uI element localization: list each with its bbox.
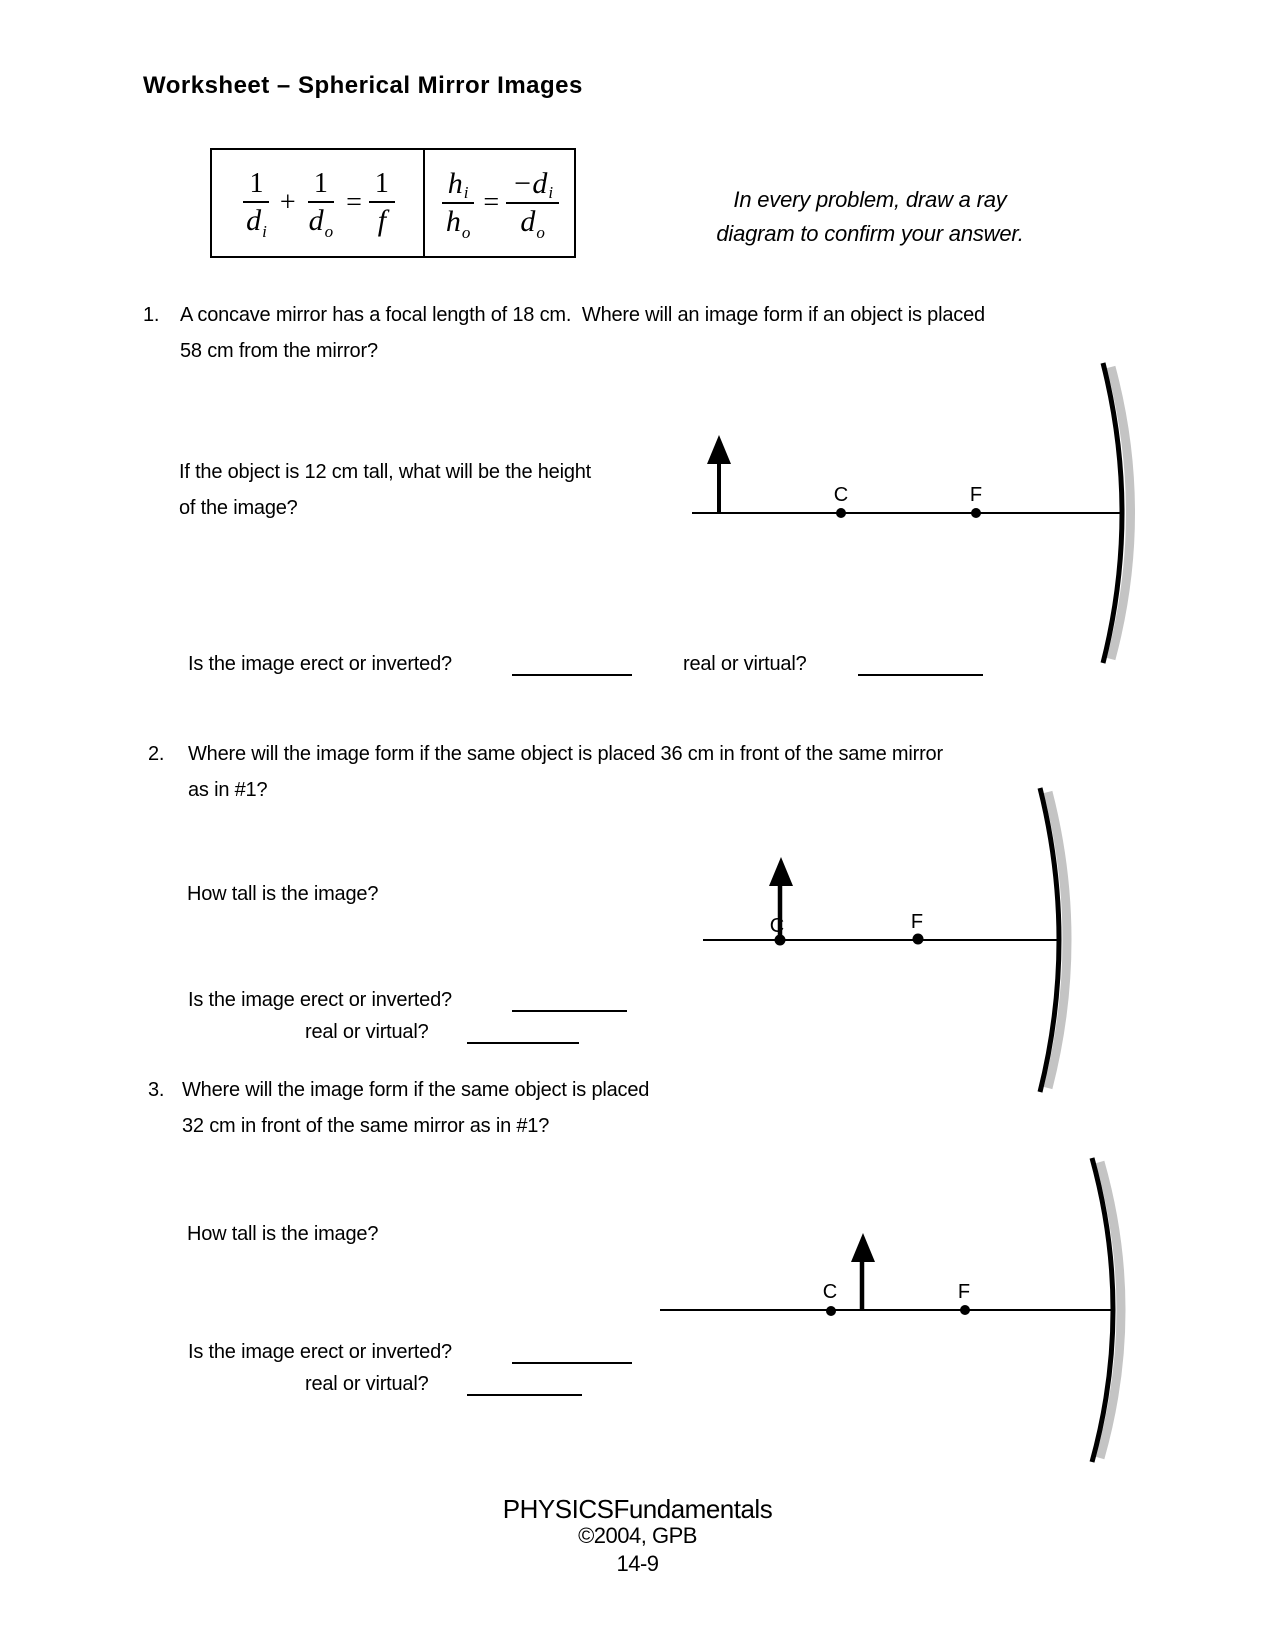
object-arrow-head (851, 1233, 875, 1262)
instruction-note-line1: In every problem, draw a ray (733, 187, 1007, 212)
page-title: Worksheet – Spherical Mirror Images (143, 72, 583, 99)
fraction-1-f (369, 170, 395, 236)
problem-2-erect-question: Is the image erect or inverted? (188, 989, 452, 1011)
fraction-hi-ho (440, 167, 477, 242)
ray-diagram-2 (660, 780, 1140, 1100)
footer-page-number: 14-9 (616, 1551, 659, 1576)
fraction-1-do (303, 168, 340, 241)
answer-blank-erect-2 (512, 990, 627, 1012)
problem-2-text-line2: as in #1? (188, 779, 268, 801)
object-arrow-head (769, 857, 793, 886)
object-arrow (707, 435, 731, 513)
subscript: o (324, 222, 334, 241)
object-arrow (851, 1233, 875, 1310)
problem-3-erect-question: Is the image erect or inverted? (188, 1341, 452, 1363)
subscript: i (463, 183, 469, 202)
problem-2-real-question: real or virtual? (305, 1021, 429, 1043)
equals-sign: = (483, 187, 500, 218)
focal-point-label: F (957, 1281, 971, 1303)
center-of-curvature-label: C (822, 1281, 838, 1303)
problem-1-number: 1. (143, 304, 160, 326)
answer-blank-real-3 (467, 1374, 582, 1396)
instruction-note-line2: diagram to confirm your answer. (716, 221, 1024, 246)
center-of-curvature-label: C (769, 915, 785, 937)
problem-1-text-line1: A concave mirror has a focal length of 18 cm. Where will an image form if an object is placed (180, 304, 985, 326)
ray-diagram-3 (650, 1150, 1150, 1480)
answer-blank-erect-3 (512, 1342, 632, 1364)
footer-brand: PHYSICSFundamentals (502, 1494, 773, 1524)
subscript: o (461, 223, 471, 242)
subscript: i (262, 222, 267, 241)
footer-copyright: ©2004, GPB (578, 1523, 697, 1548)
center-of-curvature-dot (836, 508, 846, 518)
problem-1-subquestion-line2: of the image? (179, 497, 298, 519)
equals-sign: = (346, 187, 362, 218)
fraction-di-do (506, 167, 559, 242)
problem-1-real-question: real or virtual? (683, 653, 807, 675)
ray-diagram-1 (650, 350, 1150, 680)
fraction-1-di (240, 168, 273, 241)
formula-box (210, 148, 576, 258)
numerator: 1 (308, 170, 334, 203)
problem-1-text-line2: 58 cm from the mirror? (180, 340, 378, 362)
subscript: o (536, 223, 545, 242)
instruction-note (650, 183, 1090, 251)
magnification-equation (425, 150, 574, 256)
problem-2-number: 2. (148, 743, 165, 765)
numerator: −d (512, 167, 548, 200)
problem-3-number: 3. (148, 1079, 165, 1101)
problem-3-how-tall-question: How tall is the image? (187, 1223, 379, 1245)
problem-2-text-line1: Where will the image form if the same object is placed 36 cm in front of the same mirror (188, 743, 943, 765)
focal-point-label: F (910, 911, 924, 933)
problem-3-real-question: real or virtual? (305, 1373, 429, 1395)
numerator: 1 (369, 170, 395, 203)
problem-1-erect-question: Is the image erect or inverted? (188, 653, 452, 675)
focal-point-dot (913, 934, 924, 945)
numerator: h (447, 167, 463, 200)
problem-2-how-tall-question: How tall is the image? (187, 883, 379, 905)
answer-blank-real-2 (467, 1022, 579, 1044)
mirror-equation (212, 150, 425, 256)
center-of-curvature-dot (826, 1306, 836, 1316)
focal-point-dot (971, 508, 981, 518)
denominator: h (445, 205, 461, 238)
problem-3-text-line2: 32 cm in front of the same mirror as in #1? (182, 1115, 550, 1137)
denominator: f (377, 204, 387, 237)
denominator: d (520, 205, 536, 238)
problem-1-subquestion-line1: If the object is 12 cm tall, what will be the height (179, 461, 592, 483)
focal-point-label: F (969, 484, 983, 506)
plus-sign: + (279, 187, 296, 218)
answer-blank-erect-1 (512, 654, 632, 676)
object-arrow-head (707, 435, 731, 464)
focal-point-dot (960, 1305, 970, 1315)
numerator: 1 (243, 170, 269, 203)
denominator: d (246, 204, 262, 237)
problem-3-text-line1: Where will the image form if the same object is placed (182, 1079, 650, 1101)
center-of-curvature-label: C (833, 484, 849, 506)
subscript: i (548, 183, 554, 202)
denominator: d (308, 204, 324, 237)
